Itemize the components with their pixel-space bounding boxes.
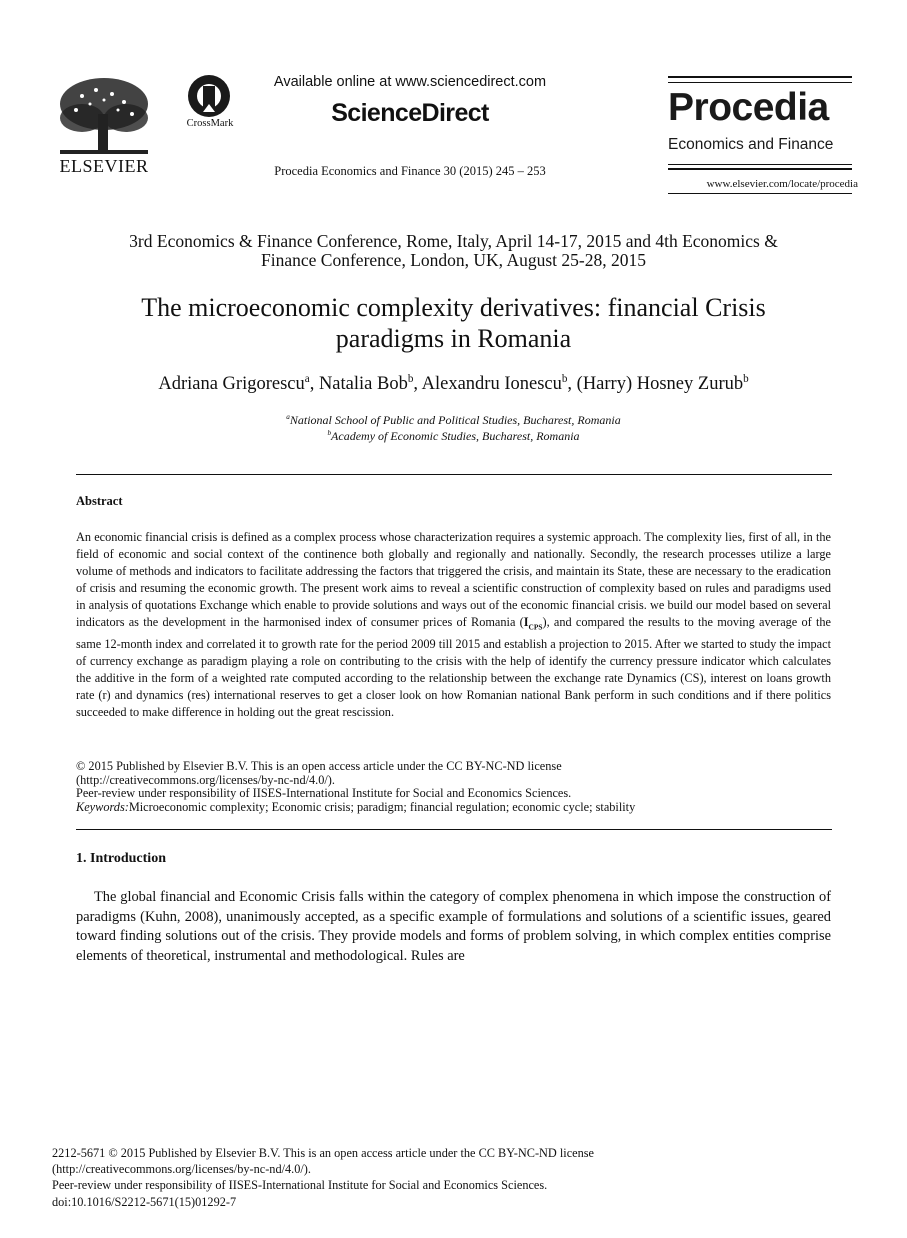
doi[interactable]: doi:10.1016/S2212-5671(15)01292-7 bbox=[52, 1194, 237, 1209]
available-online[interactable]: Available online at www.sciencedirect.com bbox=[273, 74, 547, 90]
index-symbol: $I_{CPS}$ bbox=[523, 615, 543, 632]
copyright-line: © 2015 Published by Elsevier B.V. This is an open access article under the CC BY-NC-ND license bbox=[76, 759, 562, 773]
author-affil-mark: b bbox=[561, 372, 568, 385]
brand-rule-bottom bbox=[668, 193, 852, 194]
keywords-label: Keywords: bbox=[76, 799, 129, 814]
sciencedirect-logo[interactable]: ScienceDirect bbox=[331, 99, 489, 127]
crossmark-label: CrossMark bbox=[186, 118, 234, 129]
author-separator: , bbox=[309, 374, 319, 394]
license-link[interactable]: (http://creativecommons.org/licenses/by-nc-nd/4.0/). bbox=[76, 772, 335, 787]
abstract-text bbox=[76, 529, 831, 721]
title-line-1: The microeconomic complexity derivatives: financial Crisis bbox=[141, 293, 766, 322]
brand-rule-top bbox=[668, 76, 852, 78]
keywords-line bbox=[76, 801, 836, 815]
footer-peer-review: Peer-review under responsibility of IISES-International Institute for Social and Economics Sciences. bbox=[52, 1178, 548, 1193]
keywords-list: Microeconomic complexity; Economic crisis; paradigm; financial regulation; economic cycle; stability bbox=[128, 799, 636, 814]
affiliation-line bbox=[60, 428, 847, 444]
affiliation-text: Academy of Economic Studies, Bucharest, Romania bbox=[331, 429, 580, 443]
brand-rule-top-thin bbox=[668, 82, 852, 83]
author-affil-mark: b bbox=[743, 372, 749, 385]
issn-line: 2212-5671 © 2015 Published by Elsevier B.V. This is an open access article under the CC BY-NC-ND license bbox=[52, 1146, 595, 1160]
index-subscript: CPS bbox=[528, 622, 543, 632]
conference-line-2: Finance Conference, London, UK, August 25-28, 2015 bbox=[261, 250, 646, 270]
journal-url[interactable]: www.elsevier.com/locate/procedia bbox=[706, 178, 858, 190]
abstract-heading: Abstract bbox=[76, 494, 123, 508]
author-affil-mark: b bbox=[407, 372, 414, 385]
procedia-brand: Procedia bbox=[668, 86, 829, 129]
brand-rule-mid-thick bbox=[668, 168, 852, 170]
footer bbox=[52, 1145, 812, 1210]
section-heading: 1. Introduction bbox=[76, 851, 166, 866]
introduction-text: The global financial and Economic Crisis falls within the category of complex phenomena in which impose the construction of paradigms (Kuhn, 2008), unanimously accepted, as a specific example of formulations and solutions of a scientific issues, geared toward finding solutions out of the crisis. They provide models and forms of problem solving, in which complex entities comprise elements of theoretical, instrumental and methodological. Rules are bbox=[76, 889, 831, 964]
brand-rule-mid bbox=[668, 164, 852, 165]
procedia-subtitle: Economics and Finance bbox=[668, 136, 834, 153]
paper-title bbox=[60, 292, 847, 354]
author-list bbox=[60, 374, 847, 395]
journal-reference: Procedia Economics and Finance 30 (2015) 245 – 253 bbox=[274, 164, 546, 178]
affil-mark: b bbox=[327, 429, 332, 437]
affiliation-line bbox=[60, 412, 847, 428]
title-line-2: paradigms in Romania bbox=[335, 324, 572, 353]
abstract-copyright bbox=[76, 760, 836, 814]
author-separator: , bbox=[567, 374, 577, 394]
author-name: Alexandru Ionescu bbox=[421, 374, 562, 394]
conference-line-1: 3rd Economics & Finance Conference, Rome, Italy, April 14-17, 2015 and 4th Economics & bbox=[129, 231, 778, 251]
abstract-text-part: An economic financial crisis is defined as a complex process whose characterization requires a systemic approach. The complexity lies, first of all, in the field of economic and social context of the continence both globally and regionally and nationally. Secondly, the research processes utilize a large volume of methods and indicators to facilitate addressing the factors that triggered the crisis, and maintain its State, these are necessary to the eradication of crisis and resuming the economic growth. The present work aims to reveal a scientific construction of complexity based on rules and paradigms used in analysis of quotations Exchange which enable to provide solutions and ways out of the economic financial crisis. we build our model based on several indicators as the development in the harmonised index of consumer prices of Romania ( bbox=[76, 530, 831, 630]
affiliation-text: National School of Public and Political Studies, Bucharest, Romania bbox=[289, 413, 621, 427]
peer-review-line: Peer-review under responsibility of IISES-International Institute for Social and Economics Sciences. bbox=[76, 786, 572, 800]
abstract-text-part: ), and compared the results to the moving average of the same 12-month index and correlated it to growth rate for the period 2009 till 2015 and establish a projection to 2015. After we started to study the impact of currency exchange as paradigm playing a role on contributing to the crisis with the help of identify the currency pressure indicator which calculates the additive in the form of a weighted rate computed according to the relationship between the exchange rate Dynamics (CS), interest on loans growth rate (r) and dynamics (res) international reserves to get a closer look on how Romanian national Bank perform in such conditions and if there politics succeeded to make difference in holding out the great rescission. bbox=[76, 615, 831, 720]
publisher-name: ELSEVIER bbox=[59, 156, 149, 176]
footer-license-link[interactable]: (http://creativecommons.org/licenses/by-nc-nd/4.0/). bbox=[52, 1162, 311, 1177]
author-separator: , bbox=[413, 374, 422, 394]
divider-top bbox=[76, 474, 832, 475]
author-name: (Harry) Hosney Zurub bbox=[576, 374, 744, 394]
affil-mark: a bbox=[286, 413, 290, 421]
divider-bottom bbox=[76, 829, 832, 830]
affiliations bbox=[60, 412, 847, 444]
crossmark-icon bbox=[180, 74, 238, 120]
author-name: Adriana Grigorescu bbox=[158, 374, 305, 394]
author-affil-mark: a bbox=[304, 372, 310, 385]
conference-info bbox=[60, 232, 847, 270]
author-name: Natalia Bob bbox=[318, 374, 408, 394]
